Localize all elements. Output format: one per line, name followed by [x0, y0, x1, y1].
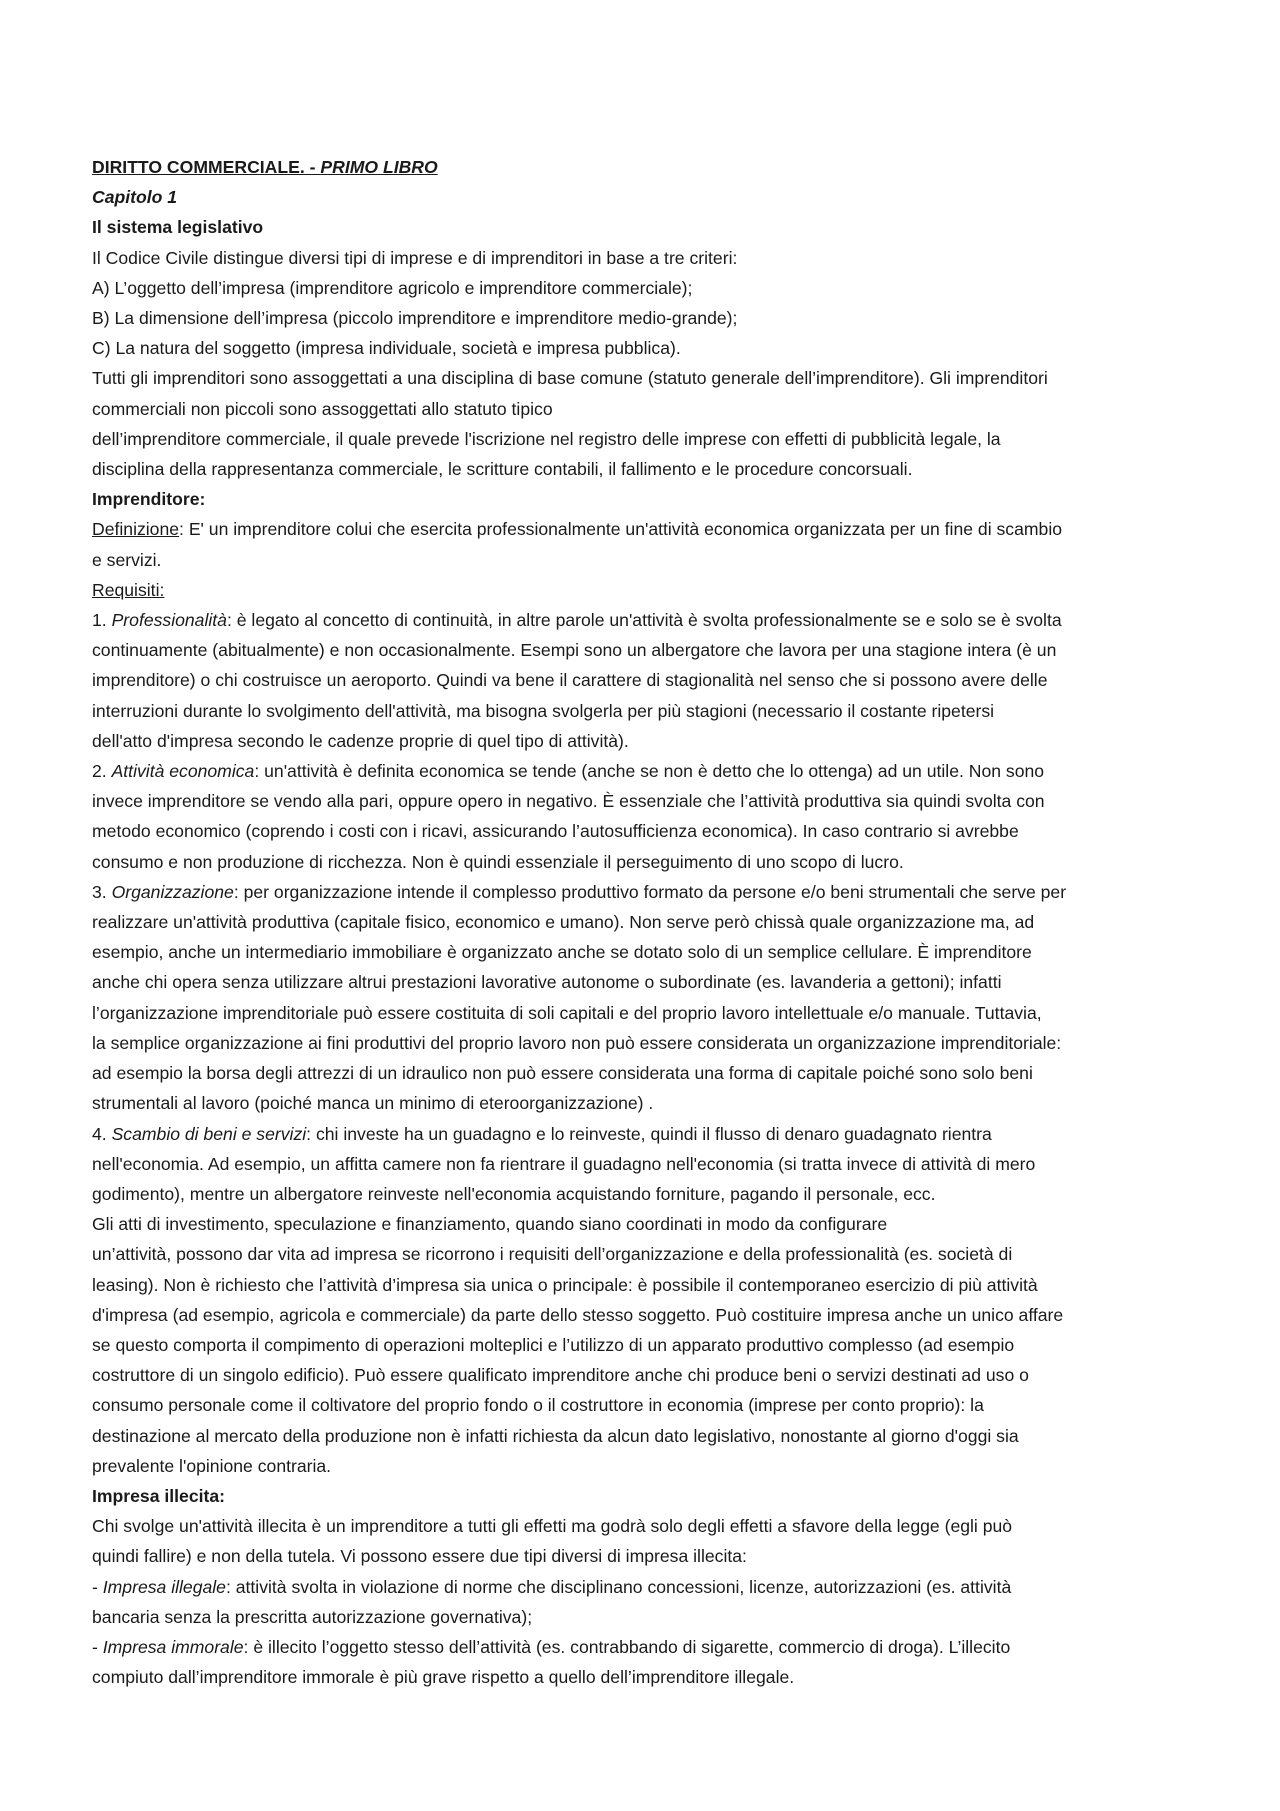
requirement-3-line: anche chi opera senza utilizzare altrui prestazioni lavorative autonome o subordinate (es. lavanderia a gettoni); infatti [92, 972, 1002, 993]
investment-paragraph-line: prevalente l'opinione contraria. [92, 1455, 332, 1476]
investment-paragraph-line: costruttore di un singolo edificio). Può essere qualificato imprenditore anche chi produce beni o servizi destinati ad uso o [92, 1365, 1029, 1386]
definition-label: Definizione [92, 519, 180, 540]
intro-paragraph: Il Codice Civile distingue diversi tipi di imprese e di imprenditori in base a tre criteri: [92, 247, 738, 268]
definition-paragraph [92, 514, 1202, 544]
title-italic-text: PRIMO LIBRO [320, 157, 438, 177]
requirement-term: Attività economica [111, 761, 255, 782]
criteria-item: B) La dimensione dell’impresa (piccolo imprenditore e imprenditore medio-grande); [92, 308, 738, 329]
list-item-impresa-illegale-line: bancaria senza la prescritta autorizzazione governativa); [92, 1606, 533, 1627]
requirement-3-line: la semplice organizzazione ai fini produttivi del proprio lavoro non può essere considerata un organizzazione imprenditoriale: [92, 1032, 1062, 1053]
list-text: : è illecito l’oggetto stesso dell’attività (es. contrabbando di sigarette, commercio di droga). L’illecito [243, 1636, 1011, 1657]
requirement-2 [92, 756, 1202, 786]
illecita-paragraph-line: Chi svolge un'attività illecita è un imprenditore a tutti gli effetti ma godrà solo degli effetti a sfavore della legge (egli può [92, 1516, 1013, 1537]
requirement-text: : chi investe ha un guadagno e lo reinveste, quindi il flusso di denaro guadagnato rientra [306, 1123, 992, 1144]
section-heading-imprenditore: Imprenditore: [92, 489, 206, 510]
list-dash: - [92, 1576, 103, 1597]
requirement-2-line: metodo economico (coprendo i costi con i ricavi, assicurando l’autosufficienza economica). In caso contrario si avrebbe [92, 821, 1019, 842]
requirement-1-line: continuamente (abitualmente) e non occasionalmente. Esempi sono un albergatore che lavora per una stagione intera (è un [92, 640, 1057, 661]
definition-text: : E' un imprenditore colui che esercita professionalmente un'attività economica organizzata per un fine di scambio [179, 519, 1063, 540]
list-item-impresa-illegale [92, 1572, 1202, 1602]
requirement-number: 1. [92, 610, 112, 631]
list-term: Impresa immorale [102, 1636, 244, 1657]
requirement-text: : è legato al concetto di continuità, in altre parole un'attività è svolta professionalmente se e solo se è svolta [226, 610, 1062, 631]
section-heading-impresa-illecita: Impresa illecita: [92, 1485, 225, 1506]
investment-paragraph-line: leasing). Non è richiesto che l’attività d’impresa sia unica o principale: è possibile il contemporaneo esercizio di più attività [92, 1274, 1038, 1295]
requirement-2-line: consumo e non produzione di ricchezza. Non è quindi essenziale il perseguimento di uno scopo di lucro. [92, 851, 904, 872]
requirement-text: : per organizzazione intende il complesso produttivo formato da persone e/o beni strumentali che serve per [233, 881, 1067, 902]
criteria-item: A) L’oggetto dell’impresa (imprenditore agricolo e imprenditore commerciale); [92, 277, 693, 298]
list-item-impresa-immorale-line: compiuto dall’imprenditore immorale è più grave rispetto a quello dell’imprenditore illegale. [92, 1667, 795, 1688]
requirement-3-line: esempio, anche un intermediario immobiliare è organizzato anche se dotato solo di un semplice cellulare. È imprenditore [92, 942, 1032, 963]
requirement-4 [92, 1119, 1202, 1149]
requirement-3-line: realizzare un'attività produttiva (capitale fisico, economico e umano). Non serve però chissà quale organizzazione ma, ad [92, 912, 1035, 933]
investment-paragraph-line: se questo comporta il compimento di operazioni molteplici e l’utilizzo di un apparato produttivo complesso (ad esempio [92, 1334, 1015, 1355]
requirement-number: 4. [92, 1123, 112, 1144]
requirement-number: 3. [92, 881, 112, 902]
requirement-3-line: strumentali al lavoro (poiché manca un minimo di eteroorganizzazione) . [92, 1093, 654, 1114]
requirement-1-line: imprenditore) o chi costruisce un aeroporto. Quindi va bene il carattere di stagionalità nel senso che si possono avere delle [92, 670, 1048, 691]
list-dash: - [92, 1636, 103, 1657]
requirement-term: Professionalità [111, 610, 227, 631]
requirement-3-line: ad esempio la borsa degli attrezzi di un idraulico non può essere considerata una forma di capitale poiché sono solo beni [92, 1063, 1033, 1084]
requirement-number: 2. [92, 761, 112, 782]
requirement-term: Scambio di beni e servizi [111, 1123, 307, 1144]
statute-paragraph-line: dell’imprenditore commerciale, il quale prevede l'iscrizione nel registro delle imprese con effetti di pubblicità legale, la [92, 428, 1001, 449]
list-text: : attività svolta in violazione di norme che disciplinano concessioni, licenze, autorizzazioni (es. attività [225, 1576, 1012, 1597]
requirement-2-line: invece imprenditore se vendo alla pari, oppure opero in negativo. È essenziale che l’attività produttiva sia quindi svolta con [92, 791, 1045, 812]
investment-paragraph-line: un’attività, possono dar vita ad impresa se ricorrono i requisiti dell’organizzazione e della professionalità (es. società di [92, 1244, 1013, 1265]
statute-paragraph-line: disciplina della rappresentanza commerciale, le scritture contabili, il fallimento e le procedure concorsuali. [92, 459, 913, 480]
requirement-1-line: interruzioni durante lo svolgimento dell'attività, ma bisogna svolgerla per più stagioni (necessario il costante ripetersi [92, 700, 995, 721]
statute-paragraph-line: Tutti gli imprenditori sono assoggettati a una disciplina di base comune (statuto generale dell’imprenditore). Gli imprenditori [92, 368, 1048, 389]
investment-paragraph-line: destinazione al mercato della produzione non è infatti richiesta da alcun dato legislativo, nonostante al giorno d'oggi sia [92, 1425, 1019, 1446]
list-term: Impresa illegale [102, 1576, 226, 1597]
requirement-4-line: nell'economia. Ad esempio, un affitta camere non fa rientrare il guadagno nell'economia (si tratta invece di attività di mero [92, 1153, 1036, 1174]
chapter-heading: Capitolo 1 [92, 187, 178, 208]
requirement-1 [92, 605, 1202, 635]
requirement-3-line: l’organizzazione imprenditoriale può essere costituita di soli capitali e del proprio lavoro intellettuale e/o manuale. Tuttavia, [92, 1002, 1042, 1023]
title-text: DIRITTO COMMERCIALE. - [92, 157, 321, 177]
investment-paragraph-line: consumo personale come il coltivatore del proprio fondo o il costruttore in economia (imprese per conto proprio): la [92, 1395, 984, 1416]
requisiti-label: Requisiti: [92, 579, 165, 600]
section-heading-sistema-legislativo: Il sistema legislativo [92, 217, 264, 238]
definition-paragraph-line: e servizi. [92, 549, 162, 570]
statute-paragraph-line: commerciali non piccoli sono assoggettati allo statuto tipico [92, 398, 553, 419]
requirement-3 [92, 877, 1202, 907]
list-item-impresa-immorale [92, 1632, 1202, 1662]
requirement-4-line: godimento), mentre un albergatore reinveste nell'economia acquistando forniture, pagando il personale, ecc. [92, 1183, 936, 1204]
investment-paragraph-line: Gli atti di investimento, speculazione e finanziamento, quando siano coordinati in modo da configurare [92, 1214, 888, 1235]
requirement-1-line: dell'atto d'impresa secondo le cadenze proprie di quel tipo di attività). [92, 730, 629, 751]
criteria-item: C) La natura del soggetto (impresa individuale, società e impresa pubblica). [92, 338, 681, 359]
investment-paragraph-line: d'impresa (ad esempio, agricola e commerciale) da parte dello stesso soggetto. Può costituire impresa anche un unico affare [92, 1304, 1064, 1325]
illecita-paragraph-line: quindi fallire) e non della tutela. Vi possono essere due tipi diversi di impresa illecita: [92, 1546, 747, 1567]
requirement-text: : un'attività è definita economica se tende (anche se non è detto che lo ottenga) ad un utile. Non sono [254, 761, 1045, 782]
document-title [92, 152, 1202, 182]
document-page [92, 152, 1202, 1692]
requirement-term: Organizzazione [111, 881, 234, 902]
